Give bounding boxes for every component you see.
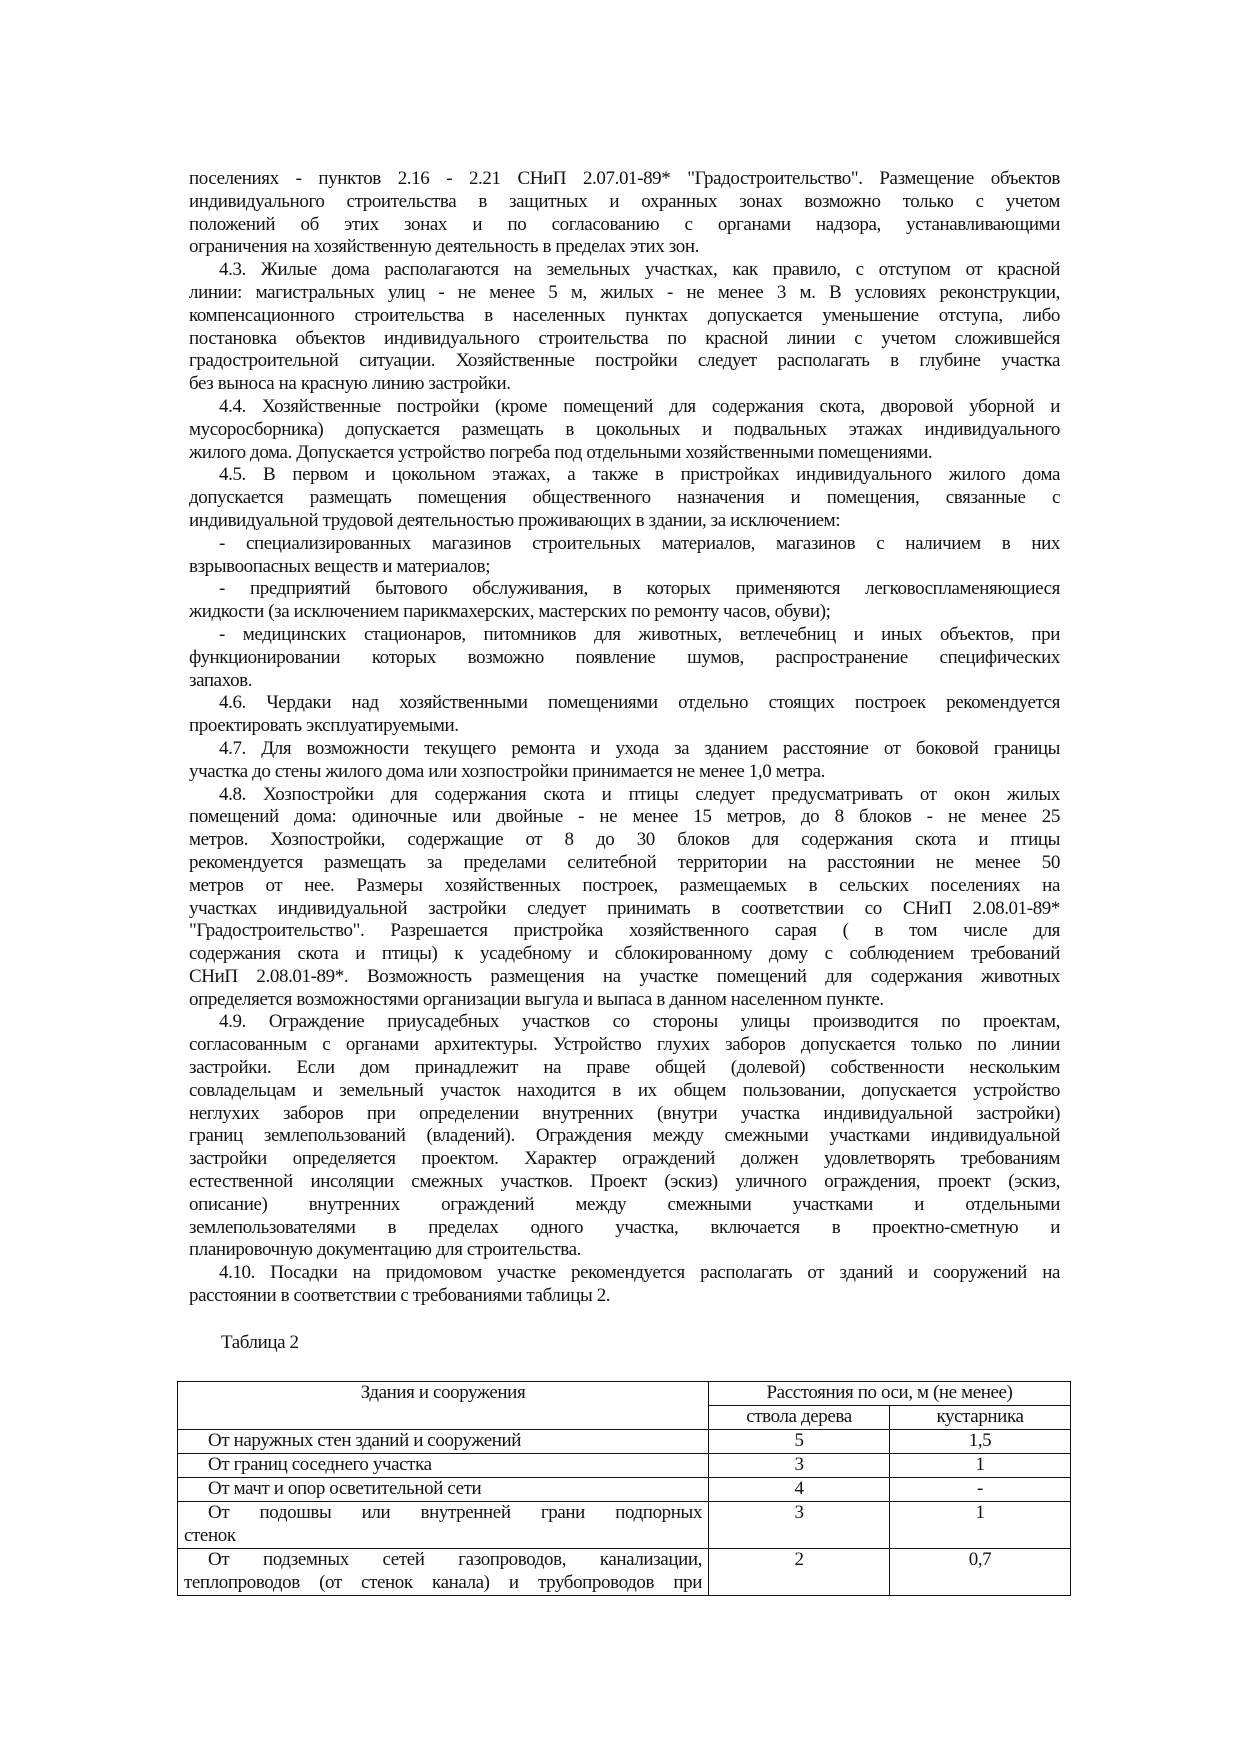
text-line: допускается размещать помещения общественного назначения и помещения, связанные с <box>189 487 1060 509</box>
building-cell <box>178 1430 709 1454</box>
text-line: расстоянии в соответствии с требованиями таблицы 2. <box>189 1285 611 1307</box>
text-line: 4.4. Хозяйственные постройки (кроме помещений для содержания скота, дворовой уборной и <box>219 395 1060 417</box>
table-caption: Таблица 2 <box>221 1332 299 1353</box>
text-line: - предприятий бытового обслуживания, в которых применяются легковоспламеняющиеся <box>219 578 1060 600</box>
document-body <box>189 168 1060 1308</box>
text-line: совладельцам и земельный участок находится в их общем пользовании, допускается устройство <box>189 1079 1060 1101</box>
paragraph <box>189 578 1060 624</box>
text-line: проектировать эксплуатируемыми. <box>189 715 459 737</box>
text-line: содержания скота и птицы) к усадебному и сблокированному дому с соблюдением требований <box>189 943 1060 965</box>
distance-table <box>177 1381 1071 1596</box>
text-line: СНиП 2.08.01-89*. Возможность размещения на участке помещений для содержания животных <box>189 965 1060 987</box>
text-line: землепользователями в пределах одного участка, включается в проектно-сметную и <box>189 1216 1060 1238</box>
text-line: индивидуальной трудовой деятельностью проживающих в здании, за исключением: <box>189 509 841 531</box>
shrub-distance-cell: 1 <box>890 1502 1071 1549</box>
text-line: 4.5. В первом и цокольном этажах, а также в пристройках индивидуального жилого дома <box>219 464 1060 486</box>
tree-distance-cell: 2 <box>709 1549 890 1596</box>
paragraph <box>189 533 1060 579</box>
text-line: постановка объектов индивидуального строительства по красной линии с учетом сложившейся <box>189 327 1060 349</box>
text-line: индивидуального строительства в защитных и охранных зонах возможно только с учетом <box>189 190 1060 212</box>
shrub-distance-cell: 0,7 <box>890 1549 1071 1596</box>
text-line: функционировании которых возможно появление шумов, распространение специфических <box>189 646 1060 668</box>
shrub-distance-cell: 1 <box>890 1454 1071 1478</box>
text-line: 4.8. Хозпостройки для содержания скота и птицы следует предусматривать от окон жилых <box>219 783 1060 805</box>
cell-line: стенок <box>184 1524 236 1546</box>
table-row <box>178 1502 1071 1549</box>
text-line: планировочную документацию для строительства. <box>189 1239 581 1261</box>
paragraph <box>189 464 1060 532</box>
text-line: мусоросборника) допускается размещать в цокольных и подвальных этажах индивидуального <box>189 418 1060 440</box>
paragraph <box>189 692 1060 738</box>
text-line: без выноса на красную линию застройки. <box>189 373 511 395</box>
text-line: положений об этих зонах и по согласованию с органами надзора, устанавливающими <box>189 213 1060 235</box>
paragraph <box>189 168 1060 259</box>
text-line: метров. Хозпостройки, содержащие от 8 до 30 блоков для содержания скота и птицы <box>189 829 1060 851</box>
text-line: неглухих заборов при определении внутренних (внутри участка индивидуальной застройки) <box>189 1102 1060 1124</box>
text-line: ограничения на хозяйственную деятельность в пределах этих зон. <box>189 236 699 258</box>
paragraph <box>189 738 1060 784</box>
table-row <box>178 1478 1071 1502</box>
text-line: согласованным с органами архитектуры. Устройство глухих заборов допускается только по линии <box>189 1034 1060 1056</box>
paragraph <box>189 1262 1060 1308</box>
cell-line: От мачт и опор осветительной сети <box>208 1478 482 1499</box>
header-shrub: кустарника <box>890 1406 1071 1430</box>
text-line: взрывоопасных веществ и материалов; <box>189 555 491 577</box>
building-cell <box>178 1502 709 1549</box>
header-distances: Расстояния по оси, м (не менее) <box>709 1382 1071 1406</box>
text-line: застройки определяется проектом. Характер ограждений должен удовлетворять требованиям <box>189 1148 1060 1170</box>
text-line: помещений дома: одиночные или двойные - не менее 15 метров, до 8 блоков - не менее 25 <box>189 806 1060 828</box>
text-line: "Градостроительство". Разрешается пристройка хозяйственного сарая ( в том числе для <box>189 920 1060 942</box>
tree-distance-cell: 5 <box>709 1430 890 1454</box>
text-line: градостроительной ситуации. Хозяйственные постройки следует располагать в глубине участка <box>189 350 1060 372</box>
text-line: участка до стены жилого дома или хозпостройки принимается не менее 1,0 метра. <box>189 760 825 782</box>
table-row <box>178 1454 1071 1478</box>
cell-line: От подошвы или внутренней грани подпорных <box>208 1502 702 1523</box>
cell-line: теплопроводов (от стенок канала) и трубопроводов при <box>184 1571 702 1593</box>
text-line: границ землепользований (владений). Ограждения между смежными участками индивидуальной <box>189 1125 1060 1147</box>
text-line: 4.10. Посадки на придомовом участке рекомендуется располагать от зданий и сооружений на <box>219 1262 1060 1284</box>
table-header-row <box>178 1382 1071 1406</box>
tree-distance-cell: 4 <box>709 1478 890 1502</box>
building-cell <box>178 1549 709 1596</box>
text-line: естественной инсоляции смежных участков. Проект (эскиз) уличного ограждения, проект (эскиз, <box>189 1171 1060 1193</box>
text-line: - медицинских стационаров, питомников для животных, ветлечебниц и иных объектов, при <box>219 623 1060 645</box>
text-line: рекомендуется размещать за пределами селитебной территории на расстоянии не менее 50 <box>189 851 1060 873</box>
table-row <box>178 1549 1071 1596</box>
text-line: определяется возможностями организации выгула и выпаса в данном населенном пункте. <box>189 988 884 1010</box>
cell-line: От подземных сетей газопроводов, канализации, <box>208 1549 702 1570</box>
text-line: жилого дома. Допускается устройство погреба под отдельными хозяйственными помещениями. <box>189 441 933 463</box>
text-line: - специализированных магазинов строительных материалов, магазинов с наличием в них <box>219 532 1060 554</box>
text-line: описание) внутренних ограждений между смежными участками и отдельными <box>189 1193 1060 1215</box>
paragraph <box>189 784 1060 1012</box>
header-tree-trunk: ствола дерева <box>709 1406 890 1430</box>
paragraph <box>189 259 1060 396</box>
shrub-distance-cell: 1,5 <box>890 1430 1071 1454</box>
text-line: линии: магистральных улиц - не менее 5 м, жилых - не менее 3 м. В условиях реконструкции, <box>189 281 1060 303</box>
building-cell <box>178 1478 709 1502</box>
paragraph <box>189 1011 1060 1262</box>
paragraph <box>189 624 1060 692</box>
text-line: застройки. Если дом принадлежит на праве общей (долевой) собственности нескольким <box>189 1057 1060 1079</box>
text-line: поселениях - пунктов 2.16 - 2.21 СНиП 2.07.01-89* "Градостроительство". Размещение объектов <box>189 168 1060 189</box>
text-line: запахов. <box>189 669 253 691</box>
text-line: 4.7. Для возможности текущего ремонта и ухода за зданием расстояние от боковой границы <box>219 737 1060 759</box>
text-line: 4.9. Ограждение приусадебных участков со стороны улицы производится по проектам, <box>219 1011 1060 1033</box>
tree-distance-cell: 3 <box>709 1454 890 1478</box>
text-line: компенсационного строительства в населенных пунктах допускается уменьшение отступа, либо <box>189 304 1060 326</box>
text-line: 4.6. Чердаки над хозяйственными помещениями отдельно стоящих построек рекомендуется <box>219 692 1060 714</box>
tree-distance-cell: 3 <box>709 1502 890 1549</box>
text-line: жидкости (за исключением парикмахерских, мастерских по ремонту часов, обуви); <box>189 601 831 623</box>
text-line: 4.3. Жилые дома располагаются на земельных участках, как правило, с отступом от красной <box>219 259 1060 281</box>
text-line: участках индивидуальной застройки следует принимать в соответствии со СНиП 2.08.01-89* <box>189 897 1060 919</box>
table-row <box>178 1430 1071 1454</box>
paragraph <box>189 396 1060 464</box>
building-cell <box>178 1454 709 1478</box>
cell-line: От границ соседнего участка <box>208 1454 432 1475</box>
header-buildings: Здания и сооружения <box>178 1382 709 1430</box>
cell-line: От наружных стен зданий и сооружений <box>208 1430 522 1451</box>
shrub-distance-cell: - <box>890 1478 1071 1502</box>
text-line: метров от нее. Размеры хозяйственных построек, размещаемых в сельских поселениях на <box>189 874 1060 896</box>
